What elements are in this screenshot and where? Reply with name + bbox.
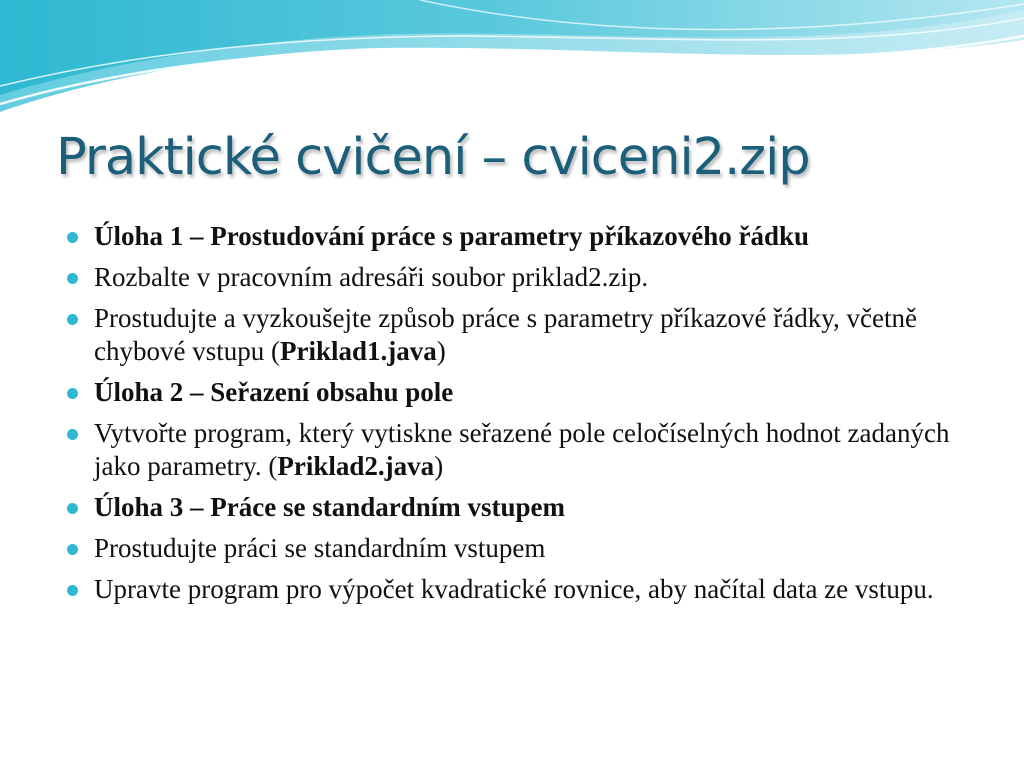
slide-title: Praktické cvičení – cviceni2.zip: [56, 128, 810, 187]
bullet-text: Úloha 3 – Práce se standardním vstupem: [94, 492, 565, 522]
bullet-item: [66, 417, 956, 483]
file-name-priklad1: Priklad1.java: [279, 336, 437, 366]
bullet-dot-icon: [67, 314, 78, 325]
header-wave-decoration: [0, 0, 1024, 130]
bullet-item-task-1: [66, 220, 956, 253]
bullet-text: Úloha 1 – Prostudování práce s parametry příkazového řádku: [94, 221, 810, 251]
bullet-dot-icon: [67, 232, 78, 243]
bullet-text-end: ): [436, 336, 446, 366]
bullet-text: Vytvořte program, který vytiskne seřazené pole celočíselných hodnot zadaných jako parametry. (: [94, 418, 950, 481]
bullet-dot-icon: [67, 544, 78, 555]
bullet-text: Prostudujte a vyzkoušejte způsob práce s parametry příkazové řádky, včetně chybové vstupu (: [94, 303, 917, 366]
bullet-text: Upravte program pro výpočet kvadratické rovnice, aby načítal data ze vstupu.: [94, 574, 934, 604]
bullet-dot-icon: [67, 273, 78, 284]
bullet-item: [66, 261, 956, 294]
bullet-item-task-3: [66, 491, 956, 524]
bullet-item: [66, 532, 956, 565]
bullet-item-task-2: [66, 376, 956, 409]
bullet-text: Prostudujte práci se standardním vstupem: [94, 533, 546, 563]
bullet-dot-icon: [67, 388, 78, 399]
bullet-item: [66, 302, 956, 368]
file-name-priklad2: Priklad2.java: [277, 451, 435, 481]
bullet-text: Rozbalte v pracovním adresáři soubor priklad2.zip.: [94, 262, 649, 292]
bullet-item: [66, 573, 956, 606]
bullet-dot-icon: [67, 585, 78, 596]
bullet-text-end: ): [434, 451, 444, 481]
bullet-text: Úloha 2 – Seřazení obsahu pole: [94, 377, 454, 407]
bullet-list: [66, 220, 956, 614]
bullet-dot-icon: [67, 503, 78, 514]
bullet-dot-icon: [67, 429, 78, 440]
